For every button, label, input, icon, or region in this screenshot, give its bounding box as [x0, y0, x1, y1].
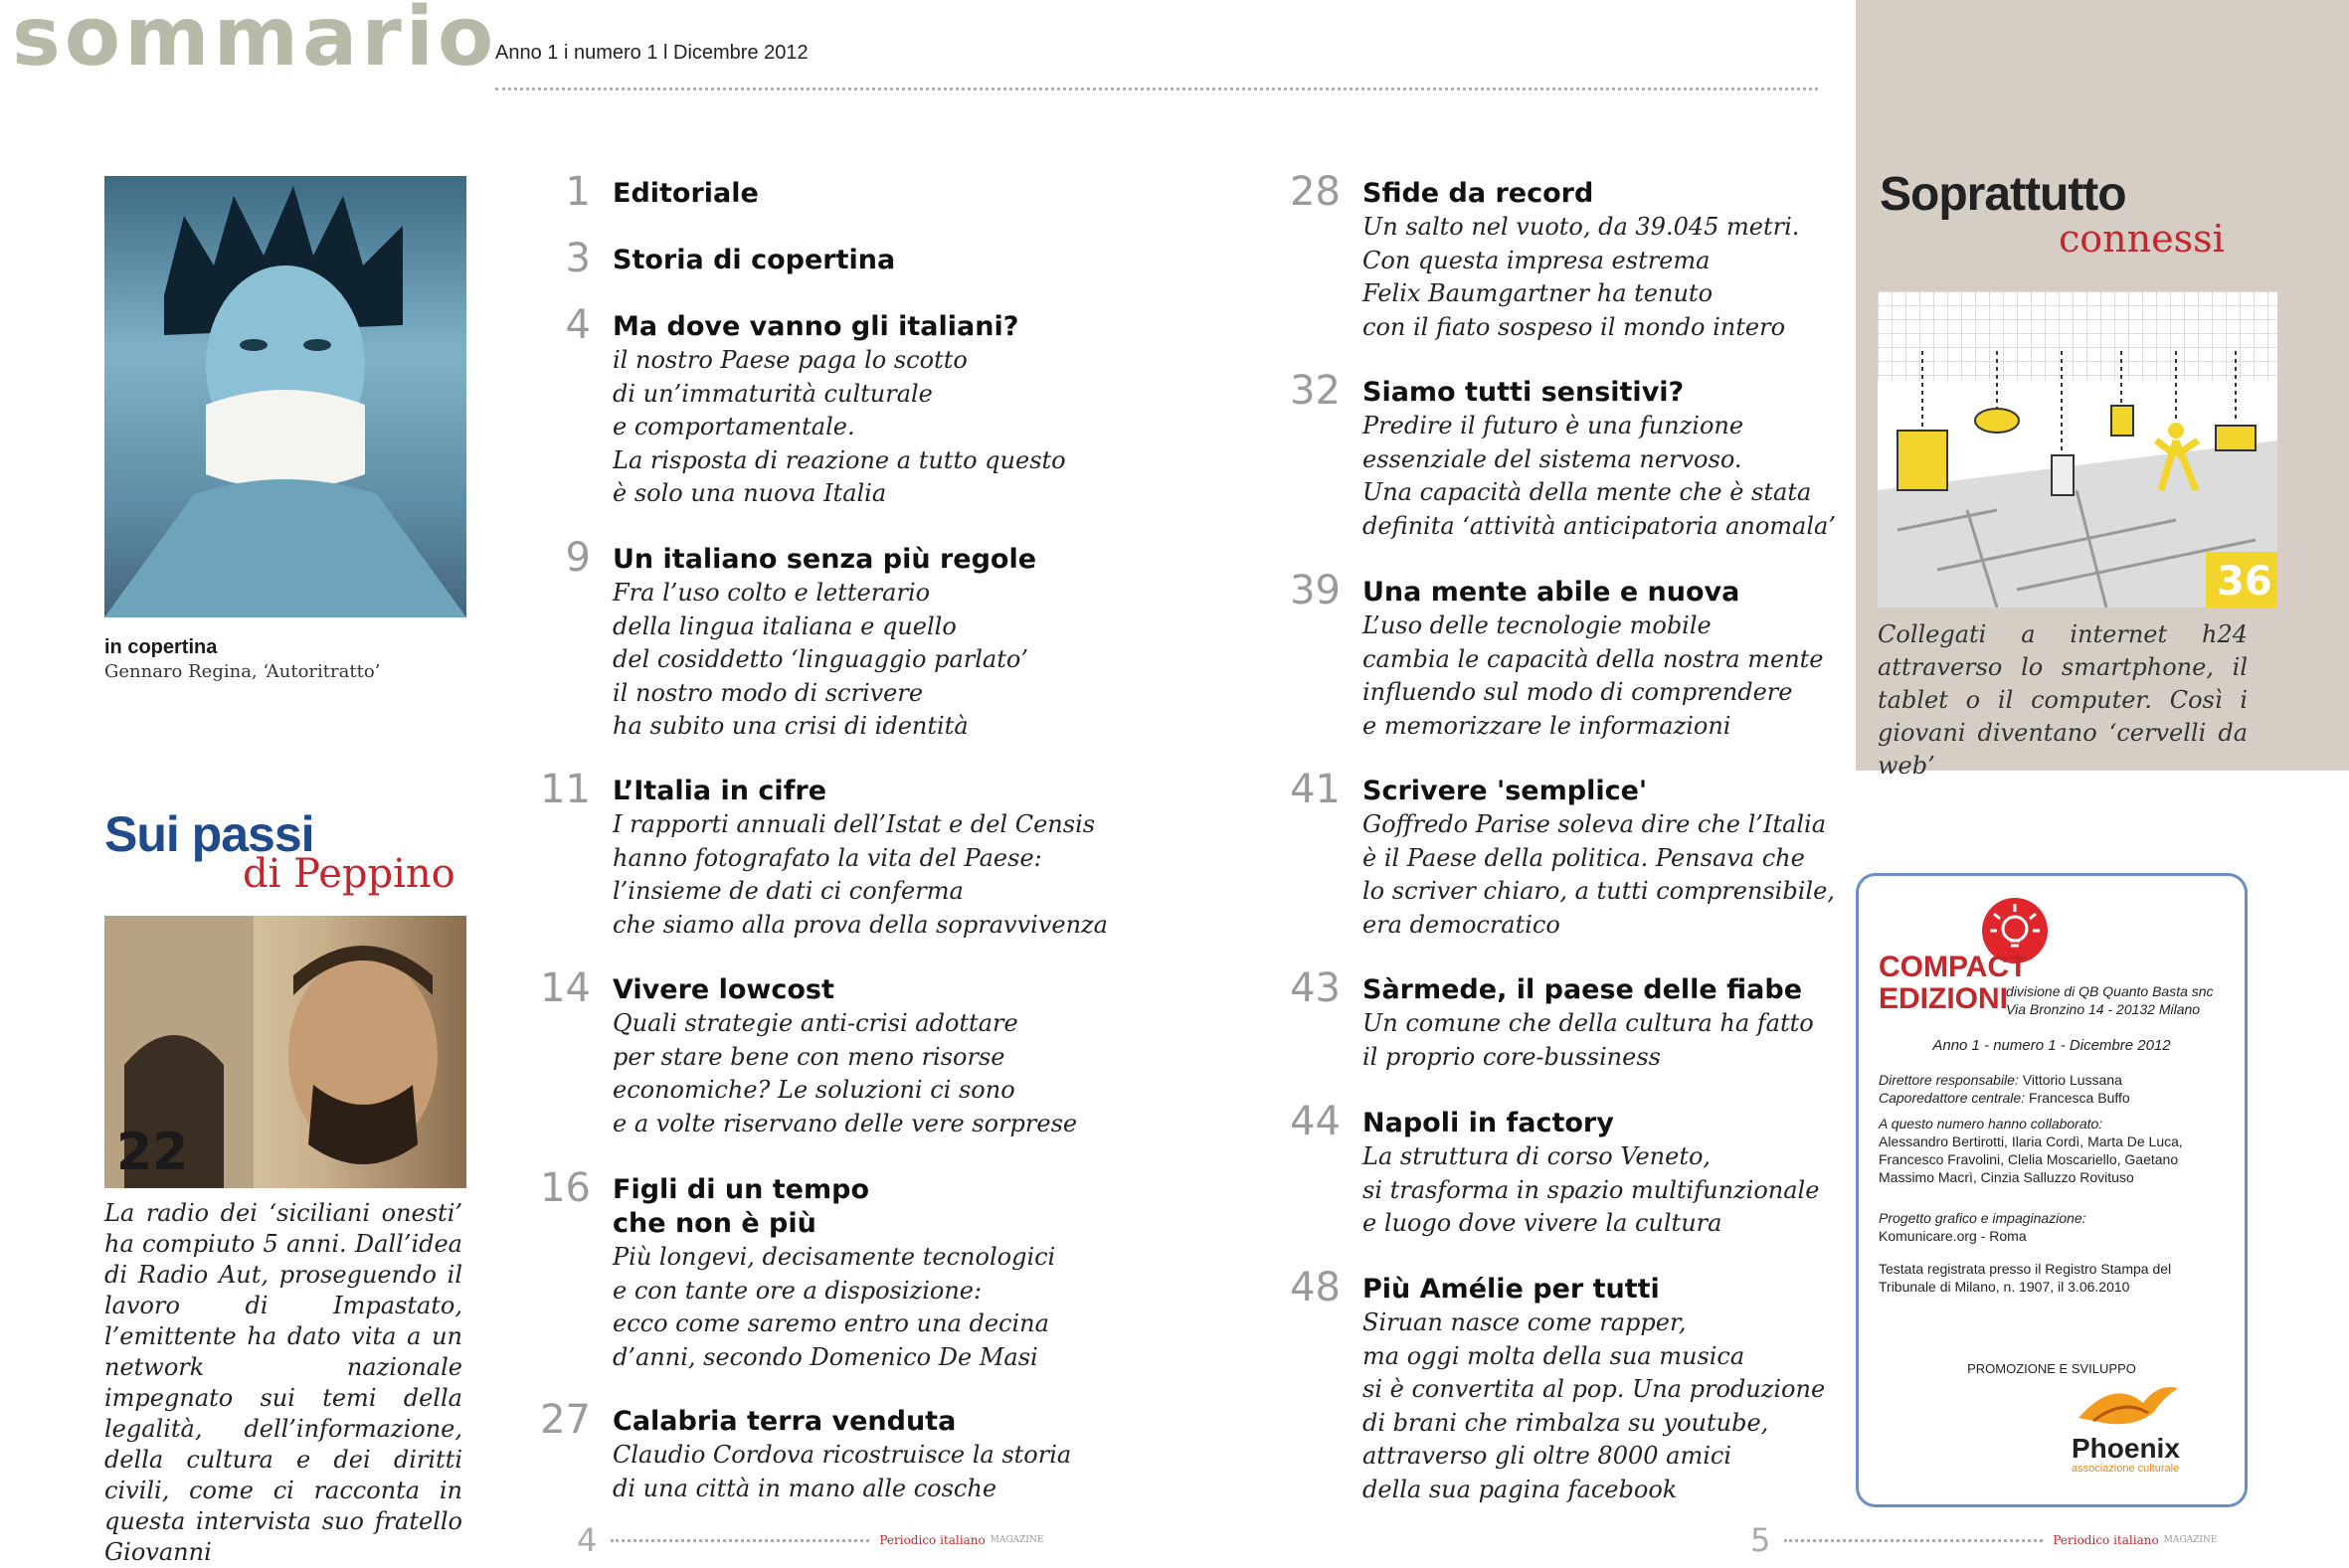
brand-title: sommario	[12, 0, 498, 85]
feature-subtitle: di Peppino	[243, 851, 455, 897]
footer-dots	[611, 1539, 869, 1542]
toc-summary: Un salto nel vuoto, da 39.045 metri. Con questa impresa estrema Felix Baumgartner ha tenuto con il fiato sospeso il mondo intero	[1362, 213, 1800, 341]
phoenix-name: Phoenix	[2072, 1433, 2180, 1464]
footer-dots	[1784, 1539, 2043, 1542]
toc-page-number: 48	[1290, 1265, 1341, 1310]
toc-entry[interactable]	[1290, 568, 1880, 743]
toc-summary: Un comune che della cultura ha fatto il proprio core-bussiness	[1362, 1009, 1814, 1071]
footer-brand: Periodico italiano	[2053, 1533, 2159, 1547]
toc-title[interactable]: Siamo tutti sensitivi?	[1362, 377, 1685, 408]
toc-summary: Claudio Cordova ricostruisce la storia di una città in mano alle cosche	[613, 1441, 1072, 1502]
toc-page-number: 39	[1290, 568, 1341, 613]
publisher-box	[1856, 873, 2248, 1507]
toc-entry[interactable]	[565, 169, 1130, 215]
toc-title[interactable]: Storia di copertina	[613, 245, 896, 275]
panel-page-number: 36	[2217, 559, 2272, 605]
footer-page-number: 5	[1750, 1521, 1771, 1559]
credit-editor-label: Caporedattore centrale:	[1879, 1090, 2026, 1106]
compact-issue: Anno 1 - numero 1 - Dicembre 2012	[1932, 1037, 2171, 1054]
toc-entry[interactable]	[565, 236, 1130, 281]
toc-entry[interactable]	[540, 767, 1130, 942]
toc-summary: Predire il futuro è una funzione essenziale del sistema nervoso. Una capacità della mente che è stata definita ‘attività anticipatoria anomala’	[1362, 412, 1836, 540]
feature-summary: La radio dei ‘siciliani onesti’ ha compiuto 5 anni. Dall’idea di Radio Aut, proseguendo il lavoro di Impastato, l’emittente ha dato vita a un network nazionale impegnato sui temi della legalità, dell’informazione, della cultura e dei diritti civili, come ci racconta in questa intervista suo fratello Giovanni	[104, 1199, 462, 1566]
toc-summary: Siruan nasce come rapper, ma oggi molta della sua musica si è convertita al pop. Una produzione di brani che rimbalza su youtube, attraverso gli oltre 8000 amici della sua pagina facebook	[1362, 1308, 1826, 1503]
toc-page-number: 9	[565, 535, 591, 581]
toc-summary: Goffredo Parise soleva dire che l’Italia è il Paese della politica. Pensava che lo scriver chiaro, a tutti comprensibile, era democratico	[1362, 810, 1835, 939]
toc-title[interactable]: Più Amélie per tutti	[1362, 1274, 1660, 1305]
toc-entry[interactable]	[1290, 368, 1880, 543]
toc-entry[interactable]	[565, 535, 1130, 744]
cover-portrait-illustration	[104, 176, 466, 617]
credit-director-label: Direttore responsabile:	[1879, 1072, 2019, 1088]
footer-magazine: MAGAZINE	[990, 1535, 1044, 1545]
credit-editor	[1879, 1089, 2227, 1107]
footer-left	[577, 1521, 1043, 1559]
credit-editor-name: Francesca Buffo	[2028, 1090, 2130, 1106]
toc-entry[interactable]	[1290, 767, 1880, 942]
toc-page-number: 28	[1290, 169, 1341, 215]
connected-illustration	[1878, 291, 2277, 608]
toc-title[interactable]: Una mente abile e nuova	[1362, 577, 1740, 608]
toc-summary: Quali strategie anti-crisi adottare per stare bene con meno risorse economiche? Le soluzioni ci sono e a volte riservano delle vere sorprese	[613, 1009, 1078, 1137]
toc-page-number: 32	[1290, 368, 1341, 414]
toc-page-number: 44	[1290, 1099, 1341, 1144]
cover-image	[104, 176, 466, 617]
toc-entry[interactable]	[1290, 1099, 1880, 1241]
feature-title: Sui passi	[104, 806, 314, 862]
credit-design-name: Komunicare.org - Roma	[1879, 1228, 2027, 1244]
toc-summary: L’uso delle tecnologie mobile cambia le capacità della nostra mente influendo sul modo di comprendere e memorizzare le informazioni	[1362, 611, 1824, 740]
toc-title[interactable]: Sàrmede, il paese delle fiabe	[1362, 974, 1803, 1005]
connected-devices-illustration	[1878, 291, 2277, 608]
credit-director-name: Vittorio Lussana	[2022, 1072, 2122, 1088]
promo-label: PROMOZIONE E SVILUPPO	[1967, 1361, 2136, 1376]
cover-label: in copertina	[104, 636, 218, 658]
toc-page-number: 11	[540, 767, 591, 812]
toc-summary: il nostro Paese paga lo scotto di un’immaturità culturale e comportamentale. La risposta di reazione a tutto questo è solo una nuova Italia	[613, 346, 1066, 507]
credit-design	[1879, 1209, 2227, 1245]
compact-logo-line2: EDIZIONI	[1879, 982, 2009, 1015]
credit-collaborators	[1879, 1115, 2227, 1186]
toc-page-number: 3	[565, 236, 591, 281]
toc-summary: I rapporti annuali dell’Istat e del Censis hanno fotografato la vita del Paese: l’insieme de dati ci conferma che siamo alla prova della sopravvivenza	[613, 810, 1108, 939]
footer-brand: Periodico italiano	[879, 1533, 986, 1547]
toc-page-number: 4	[565, 302, 591, 348]
toc-page-number: 27	[540, 1397, 591, 1443]
toc-entry[interactable]	[540, 1165, 1130, 1374]
credit-collaborators-label: A questo numero hanno collaborato:	[1879, 1116, 2103, 1132]
toc-title[interactable]: L’Italia in cifre	[613, 776, 827, 806]
toc-entry[interactable]	[1290, 169, 1880, 344]
toc-title[interactable]: Scrivere 'semplice'	[1362, 776, 1648, 806]
credit-design-label: Progetto grafico e impaginazione:	[1879, 1210, 2086, 1226]
panel-title: Soprattutto	[1880, 168, 2126, 221]
panel-summary: Collegati a internet h24 attraverso lo smartphone, il tablet o il computer. Così i giovani diventano ‘cervelli da web’	[1878, 620, 2248, 780]
footer-right	[1750, 1521, 2217, 1559]
toc-summary: Più longevi, decisamente tecnologici e con tante ore a disposizione: ecco come saremo entro una decina d’anni, secondo Domenico De Masi	[613, 1243, 1056, 1371]
toc-summary: Fra l’uso colto e letterario della lingua italiana e quello del cosiddetto ‘linguaggio parlato’ il nostro modo di scrivere ha subito una crisi di identità	[613, 579, 1028, 740]
toc-summary: La struttura di corso Veneto, si trasforma in spazio multifunzionale e luogo dove vivere la cultura	[1362, 1142, 1820, 1237]
toc-title[interactable]: Napoli in factory	[1362, 1108, 1614, 1138]
phoenix-subtitle: associazione culturale	[2072, 1463, 2180, 1475]
toc-entry[interactable]	[1290, 965, 1880, 1074]
header-divider	[495, 78, 1818, 90]
compact-division	[2006, 982, 2214, 1018]
credit-director	[1879, 1071, 2227, 1089]
credit-collaborators-names: Alessandro Bertirotti, Ilaria Cordì, Marta De Luca, Francesco Fravolini, Clelia Moscariello, Gaetano Massimo Macrì, Cinzia Salluzzo Rovituso	[1879, 1133, 2183, 1185]
credit-registry: Testata registrata presso il Registro Stampa del Tribunale di Milano, n. 1907, il 3.06.2010	[1879, 1261, 2172, 1295]
toc-page-number: 1	[565, 169, 591, 215]
toc-page-number: 14	[540, 965, 591, 1011]
toc-title[interactable]: Ma dove vanno gli italiani?	[613, 311, 1019, 342]
feature-page-number: 22	[116, 1123, 189, 1182]
toc-entry[interactable]	[565, 302, 1130, 511]
toc-entry[interactable]	[540, 965, 1130, 1140]
footer-magazine: MAGAZINE	[2163, 1535, 2218, 1545]
compact-division-line1: divisione di QB Quanto Basta snc	[2006, 983, 2214, 999]
toc-page-number: 41	[1290, 767, 1341, 812]
footer-page-number: 4	[577, 1521, 598, 1559]
cover-credit: Gennaro Regina, ‘Autoritratto’	[104, 661, 381, 682]
toc-entry[interactable]	[540, 1397, 1130, 1505]
toc-title[interactable]: Editoriale	[613, 178, 759, 209]
toc-title[interactable]: Figli di un tempo che non è più	[613, 1174, 869, 1239]
toc-page-number: 43	[1290, 965, 1341, 1011]
toc-title[interactable]: Calabria terra venduta	[613, 1406, 957, 1437]
toc-title[interactable]: Sfide da record	[1362, 178, 1594, 209]
toc-title[interactable]: Un italiano senza più regole	[613, 544, 1037, 575]
toc-title[interactable]: Vivere lowcost	[613, 974, 834, 1005]
compact-logo-line1: COMPACT	[1879, 951, 2028, 983]
issue-info: Anno 1 i numero 1 l Dicembre 2012	[495, 42, 809, 64]
panel-subtitle: connessi	[2059, 217, 2225, 261]
toc-page-number: 16	[540, 1165, 591, 1211]
toc-entry[interactable]	[1290, 1265, 1880, 1506]
compact-division-line2: Via Bronzino 14 - 20132 Milano	[2006, 1001, 2201, 1017]
peppino-photo	[104, 916, 466, 1188]
phoenix-logo-icon	[2074, 1373, 2183, 1433]
